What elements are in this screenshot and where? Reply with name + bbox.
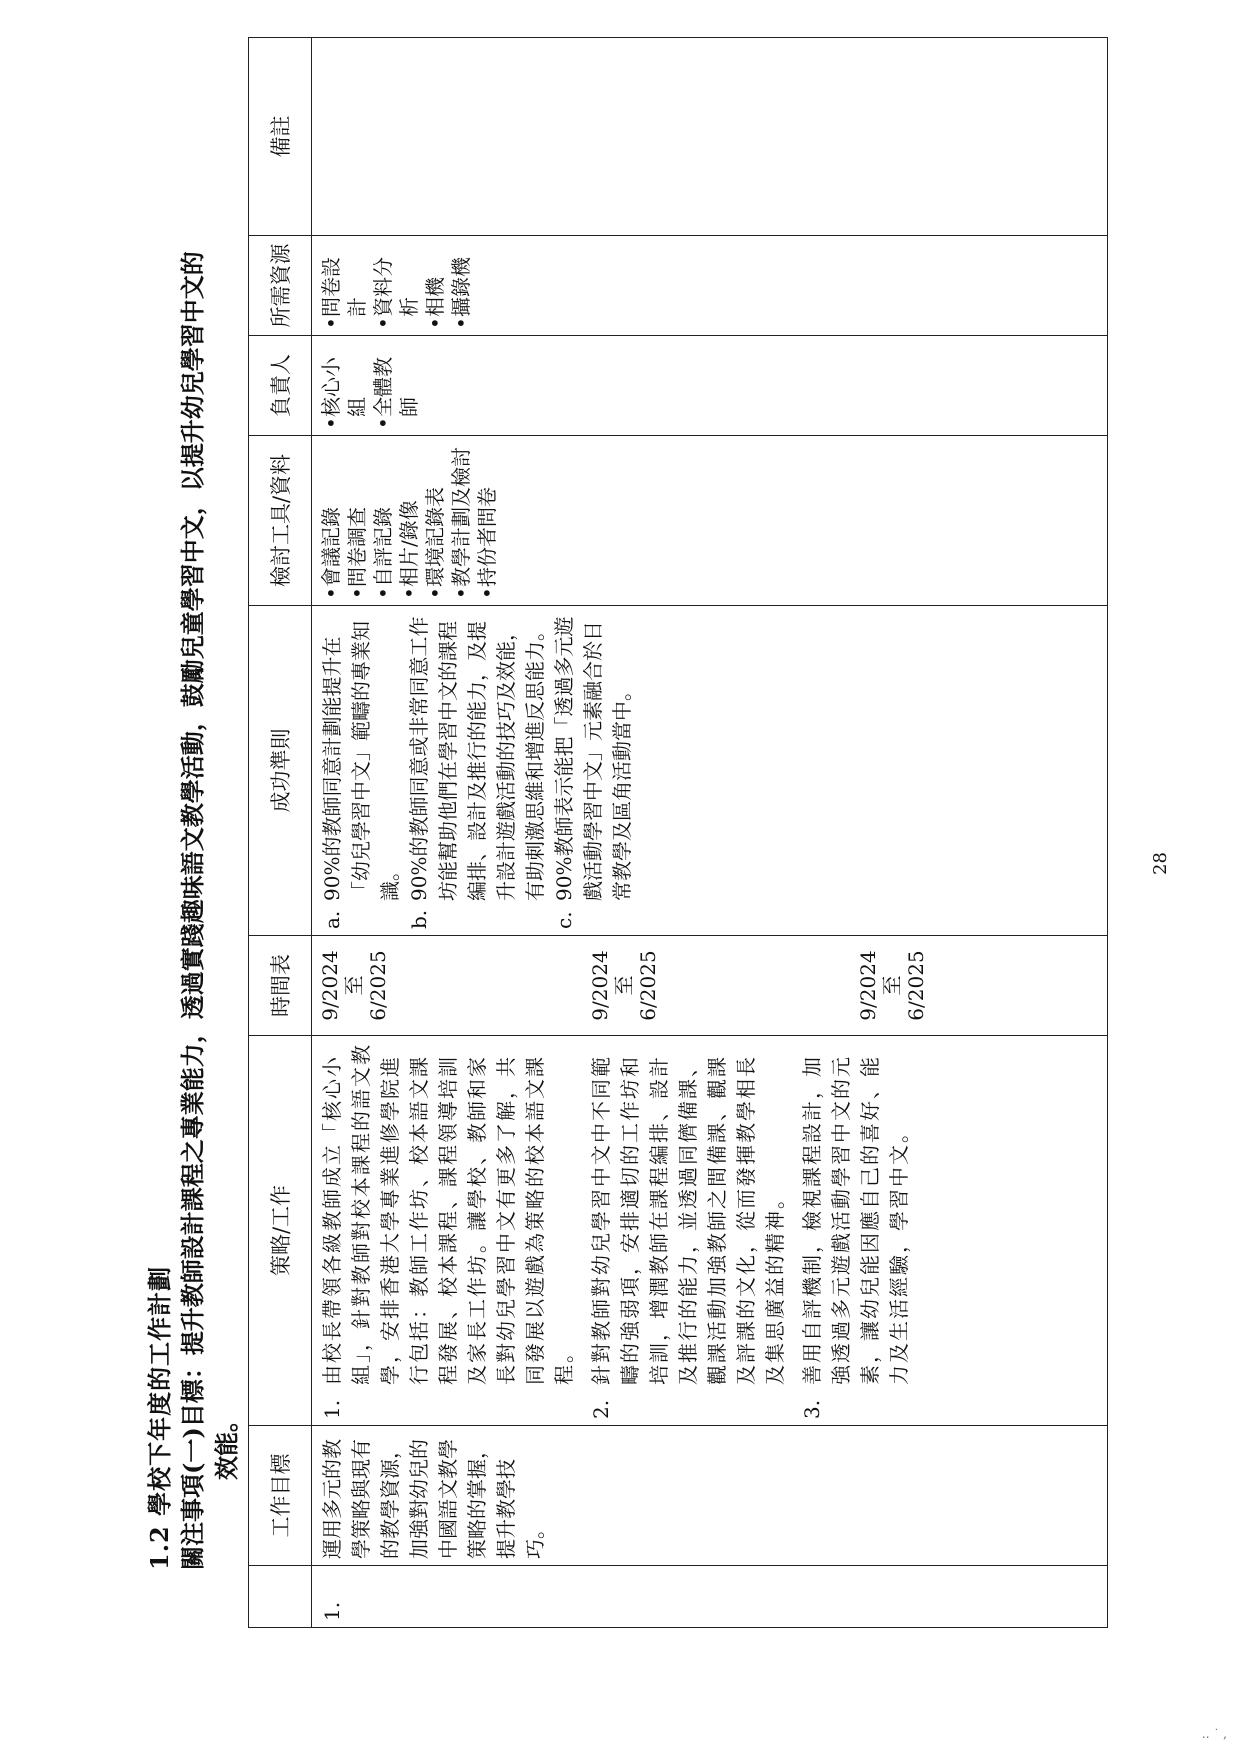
page-number: 28	[1150, 852, 1171, 875]
owner-cell	[312, 336, 1108, 436]
header-tools: 檢討工具/資料	[249, 436, 312, 606]
strategy-number: 2.	[589, 1399, 613, 1419]
schedule-end: 6/2025	[636, 950, 660, 1021]
remarks-cell	[312, 38, 1108, 236]
header-remarks: 備註	[249, 38, 312, 236]
focus-line-1: 關注事項(一)目標：提升教師設計課程之專業能力，透過實踐趣味語文教學活動，鼓勵兒童學習中文，以提升幼兒學習中文的	[178, 251, 207, 1570]
header-owner: 負責人	[249, 336, 312, 436]
focus-statement	[176, 100, 244, 1570]
resources-list	[318, 242, 474, 329]
schedule-start: 9/2024	[588, 950, 612, 1021]
goal-cell: 運用多元的教學策略與現有的教學資源，加強對幼兒的中國語文教學策略的掌握，提升教學技巧。	[312, 1426, 1108, 1566]
owner-item: • 核心小組	[318, 342, 370, 429]
schedule-start: 9/2024	[318, 950, 342, 1021]
tool-item: • 自評記錄	[370, 442, 396, 599]
resource-item: • 相機	[422, 242, 448, 329]
strategy-item	[587, 1042, 790, 1419]
schedule-to: 至	[880, 975, 904, 996]
tool-item: • 環境記錄表	[422, 442, 448, 599]
criterion-letter: a.	[320, 910, 344, 929]
tool-item: • 相片/錄像	[396, 442, 422, 599]
work-plan-table	[248, 37, 1108, 1628]
criterion-text: 90%的教師同意計劃能提升在「幼兒學習中文」範疇的專業知識。	[320, 621, 402, 901]
criterion-item	[550, 612, 637, 929]
table-row	[312, 38, 1108, 1628]
strategy-item	[798, 1042, 914, 1419]
schedule-to: 至	[612, 975, 636, 996]
criteria-cell	[312, 606, 1108, 936]
criterion-item	[318, 612, 405, 929]
schedule-entry	[856, 942, 928, 1029]
resources-cell	[312, 236, 1108, 336]
tools-cell	[312, 436, 1108, 606]
tool-item: • 教學計劃及檢討	[448, 442, 474, 599]
resource-item: • 問卷設計	[318, 242, 370, 329]
section-heading: 1.2 學校下年度的工作計劃	[145, 1265, 174, 1570]
owner-list	[318, 342, 422, 429]
schedule-to: 至	[342, 975, 366, 996]
strategy-text: 善用自評機制，檢視課程設計，加強透過多元遊戲活動學習中文的元素，讓幼兒能因應自己的喜好、能力及生活經驗，學習中文。	[800, 1055, 911, 1385]
owner-item: • 全體教師	[370, 342, 422, 429]
header-resources: 所需資源	[249, 236, 312, 336]
header-num	[249, 1566, 312, 1628]
scan-specks: .. ˙ ,	[1201, 1727, 1227, 1741]
strategy-item	[318, 1042, 579, 1419]
tool-item: • 持份者問卷	[474, 442, 500, 599]
header-goal: 工作目標	[249, 1426, 312, 1566]
criterion-text: 90%教師表示能把「透過多元遊戲活動學習中文」元素融合於日常教學及區角活動當中。	[552, 616, 634, 901]
strategy-text: 針對教師對幼兒學習中文中不同範疇的強弱項，安排適切的工作坊和培訓，增潤教師在課程編排、設計及推行的能力，並透過同儕備課、觀課活動加強教師之間備課、觀課及評課的文化，從而發揮教學相長及集思廣益的精神。	[589, 1055, 787, 1385]
header-criteria: 成功準則	[249, 606, 312, 936]
resource-item: • 攝錄機	[448, 242, 474, 329]
table-header-row	[249, 38, 312, 1628]
criterion-text: 90%的教師同意或非常同意工作坊能幫助他們在學習中文的課程編排、設計及推行的能力，及提升設計遊戲活動的技巧及效能，有助刺激思維和增進反思能力。	[407, 616, 547, 901]
schedule-entry	[588, 942, 660, 1029]
criterion-letter: c.	[552, 911, 576, 929]
resource-item: • 資料分析	[370, 242, 422, 329]
strategy-cell	[312, 1036, 1108, 1426]
strategy-number: 3.	[800, 1399, 824, 1419]
strategy-number: 1.	[320, 1399, 344, 1419]
criterion-item	[405, 612, 550, 929]
strategy-text: 由校長帶領各級教師成立「核心小組」，針對教師對校本課程的語文教學，安排香港大學專業進修學院進行包括：教師工作坊、校本語文課程發展、校本課程、課程領導培訓及家長工作坊。讓學校、教師和家長對幼兒學習中文有更多了解，共同發展以遊戲為策略的校本語文課程。	[320, 1043, 576, 1385]
schedule-start: 9/2024	[856, 950, 880, 1021]
tool-item: • 會議記錄	[318, 442, 344, 599]
schedule-cell	[312, 936, 1108, 1036]
schedule-entry	[318, 942, 390, 1029]
tool-item: • 問卷調查	[344, 442, 370, 599]
tools-list	[318, 442, 500, 599]
schedule-end: 6/2025	[904, 950, 928, 1021]
header-schedule: 時間表	[249, 936, 312, 1036]
focus-line-2: 效能。	[212, 1408, 241, 1480]
header-strategy: 策略/工作	[249, 1036, 312, 1426]
schedule-end: 6/2025	[366, 950, 390, 1021]
row-number: 1.	[312, 1566, 1108, 1628]
criterion-letter: b.	[407, 909, 431, 929]
